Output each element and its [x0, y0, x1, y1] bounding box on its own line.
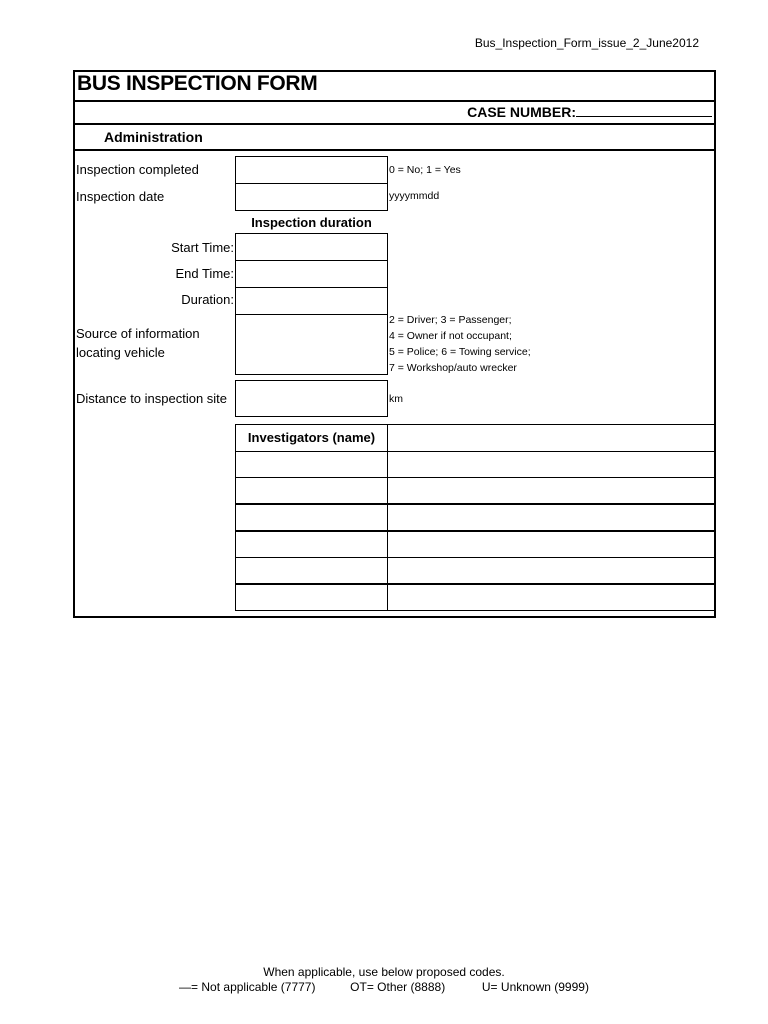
distance-label: Distance to inspection site: [76, 391, 228, 406]
source-code-line: 5 = Police; 6 = Towing service;: [389, 346, 531, 358]
investigator-name-cell[interactable]: [235, 557, 388, 584]
investigator-detail-cell[interactable]: [387, 451, 716, 478]
investigator-name-cell[interactable]: [235, 477, 388, 504]
investigator-name-cell[interactable]: [235, 504, 388, 531]
section-divider: [73, 149, 716, 151]
inspection-date-hint: yyyymmdd: [389, 190, 440, 202]
section-title: Administration: [104, 129, 203, 145]
start-time-field[interactable]: [235, 233, 388, 261]
table-row: [235, 531, 716, 558]
investigator-detail-cell[interactable]: [387, 477, 716, 504]
start-time-label: Start Time:: [171, 240, 234, 255]
source-code-line: 4 = Owner if not occupant;: [389, 330, 512, 342]
footer-note: When applicable, use below proposed codes.: [263, 965, 505, 979]
table-row: [235, 451, 716, 478]
source-field[interactable]: [235, 314, 388, 375]
source-code-line: 7 = Workshop/auto wrecker: [389, 362, 517, 374]
investigator-detail-cell[interactable]: [387, 584, 716, 611]
investigator-detail-cell[interactable]: [387, 504, 716, 531]
footer-codes: [0, 980, 768, 994]
case-number: [467, 104, 712, 120]
investigators-header-cell: [235, 424, 388, 452]
investigator-detail-cell[interactable]: [387, 531, 716, 558]
case-number-blank[interactable]: [576, 104, 712, 117]
inspection-completed-hint: 0 = No; 1 = Yes: [389, 164, 461, 176]
source-code-line: 2 = Driver; 3 = Passenger;: [389, 314, 512, 326]
duration-heading: Inspection duration: [251, 215, 372, 230]
duration-label: Duration:: [181, 292, 234, 307]
source-codes: [389, 312, 531, 376]
source-label-line1: Source of information: [76, 326, 200, 341]
table-row: [235, 477, 716, 504]
source-label-line2: locating vehicle: [76, 345, 165, 360]
form-title: BUS INSPECTION FORM: [77, 72, 318, 95]
code-other: OT= Other (8888): [350, 980, 446, 994]
distance-field[interactable]: [235, 380, 388, 417]
investigator-name-cell[interactable]: [235, 531, 388, 558]
title-divider: [73, 100, 716, 102]
code-unknown: U= Unknown (9999): [481, 980, 589, 994]
table-row: [235, 557, 716, 584]
inspection-date-label: Inspection date: [76, 189, 165, 204]
table-row: [235, 584, 716, 611]
inspection-completed-label: Inspection completed: [76, 162, 199, 177]
case-number-label: CASE NUMBER:: [467, 104, 576, 120]
investigators-header: Investigators (name): [247, 430, 376, 445]
document-id: Bus_Inspection_Form_issue_2_June2012: [474, 36, 699, 50]
duration-field[interactable]: [235, 287, 388, 315]
distance-unit: km: [389, 393, 403, 405]
table-row: [235, 504, 716, 531]
inspection-date-field[interactable]: [235, 183, 388, 211]
investigator-name-cell[interactable]: [235, 584, 388, 611]
investigators-header-right: [388, 424, 714, 452]
investigator-name-cell[interactable]: [235, 451, 388, 478]
code-not-applicable: —= Not applicable (7777): [179, 980, 316, 994]
end-time-label: End Time:: [175, 266, 234, 281]
investigator-detail-cell[interactable]: [387, 557, 716, 584]
inspection-completed-field[interactable]: [235, 156, 388, 184]
case-divider: [73, 123, 716, 125]
end-time-field[interactable]: [235, 260, 388, 288]
